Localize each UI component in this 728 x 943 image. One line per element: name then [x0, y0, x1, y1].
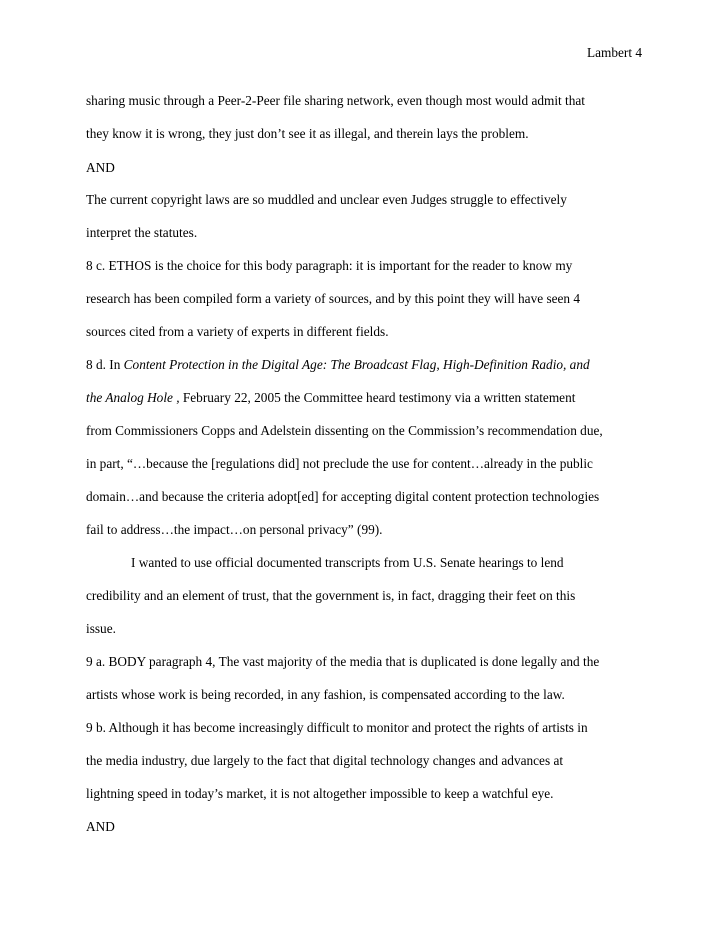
body-line: 8 c. ETHOS is the choice for this body paragraph: it is important for the reader to know my: [86, 258, 573, 273]
body-line: lightning speed in today’s market, it is not altogether impossible to keep a watchful eye.: [86, 786, 554, 801]
body-line: [86, 390, 575, 406]
body-line: AND: [86, 819, 115, 834]
body-line: they know it is wrong, they just don’t see it as illegal, and therein lays the problem.: [86, 126, 529, 141]
body-line: sources cited from a variety of experts in different fields.: [86, 324, 389, 339]
body-line: interpret the statutes.: [86, 225, 198, 240]
italic-title: Content Protection in the Digital Age: The Broadcast Flag, High-Definition Radio, and: [123, 357, 590, 372]
body-line: the media industry, due largely to the fact that digital technology changes and advances at: [86, 753, 564, 768]
body-line: research has been compiled form a variety of sources, and by this point they will have seen 4: [86, 291, 581, 306]
body-line: from Commissioners Copps and Adelstein dissenting on the Commission’s recommendation due,: [86, 423, 603, 438]
body-line: 9 a. BODY paragraph 4, The vast majority of the media that is duplicated is done legally and the: [86, 654, 600, 669]
body-line: [86, 357, 590, 373]
body-line: The current copyright laws are so muddled and unclear even Judges struggle to effectively: [86, 192, 567, 207]
body-line: sharing music through a Peer-2-Peer file sharing network, even though most would admit that: [86, 93, 585, 108]
running-head: Lambert 4: [586, 45, 642, 60]
body-line: artists whose work is being recorded, in any fashion, is compensated according to the law.: [86, 687, 565, 702]
body-line: domain…and because the criteria adopt[ed] for accepting digital content protection technologies: [86, 489, 600, 504]
italic-title: the Analog Hole ,: [86, 390, 180, 405]
body-line: issue.: [86, 621, 116, 636]
body-line: 9 b. Although it has become increasingly difficult to monitor and protect the rights of artists in: [86, 720, 588, 735]
line-text: February 22, 2005 the Committee heard testimony via a written statement: [179, 390, 576, 405]
body-line: credibility and an element of trust, that the government is, in fact, dragging their feet on this: [86, 588, 576, 603]
line-text: 8 d. In: [86, 357, 124, 372]
body-line: in part, “…because the [regulations did] not preclude the use for content…already in the public: [86, 456, 593, 471]
body-line: I wanted to use official documented transcripts from U.S. Senate hearings to lend: [131, 555, 564, 570]
body-line: fail to address…the impact…on personal privacy” (99).: [86, 522, 383, 537]
body-line: AND: [86, 160, 115, 175]
